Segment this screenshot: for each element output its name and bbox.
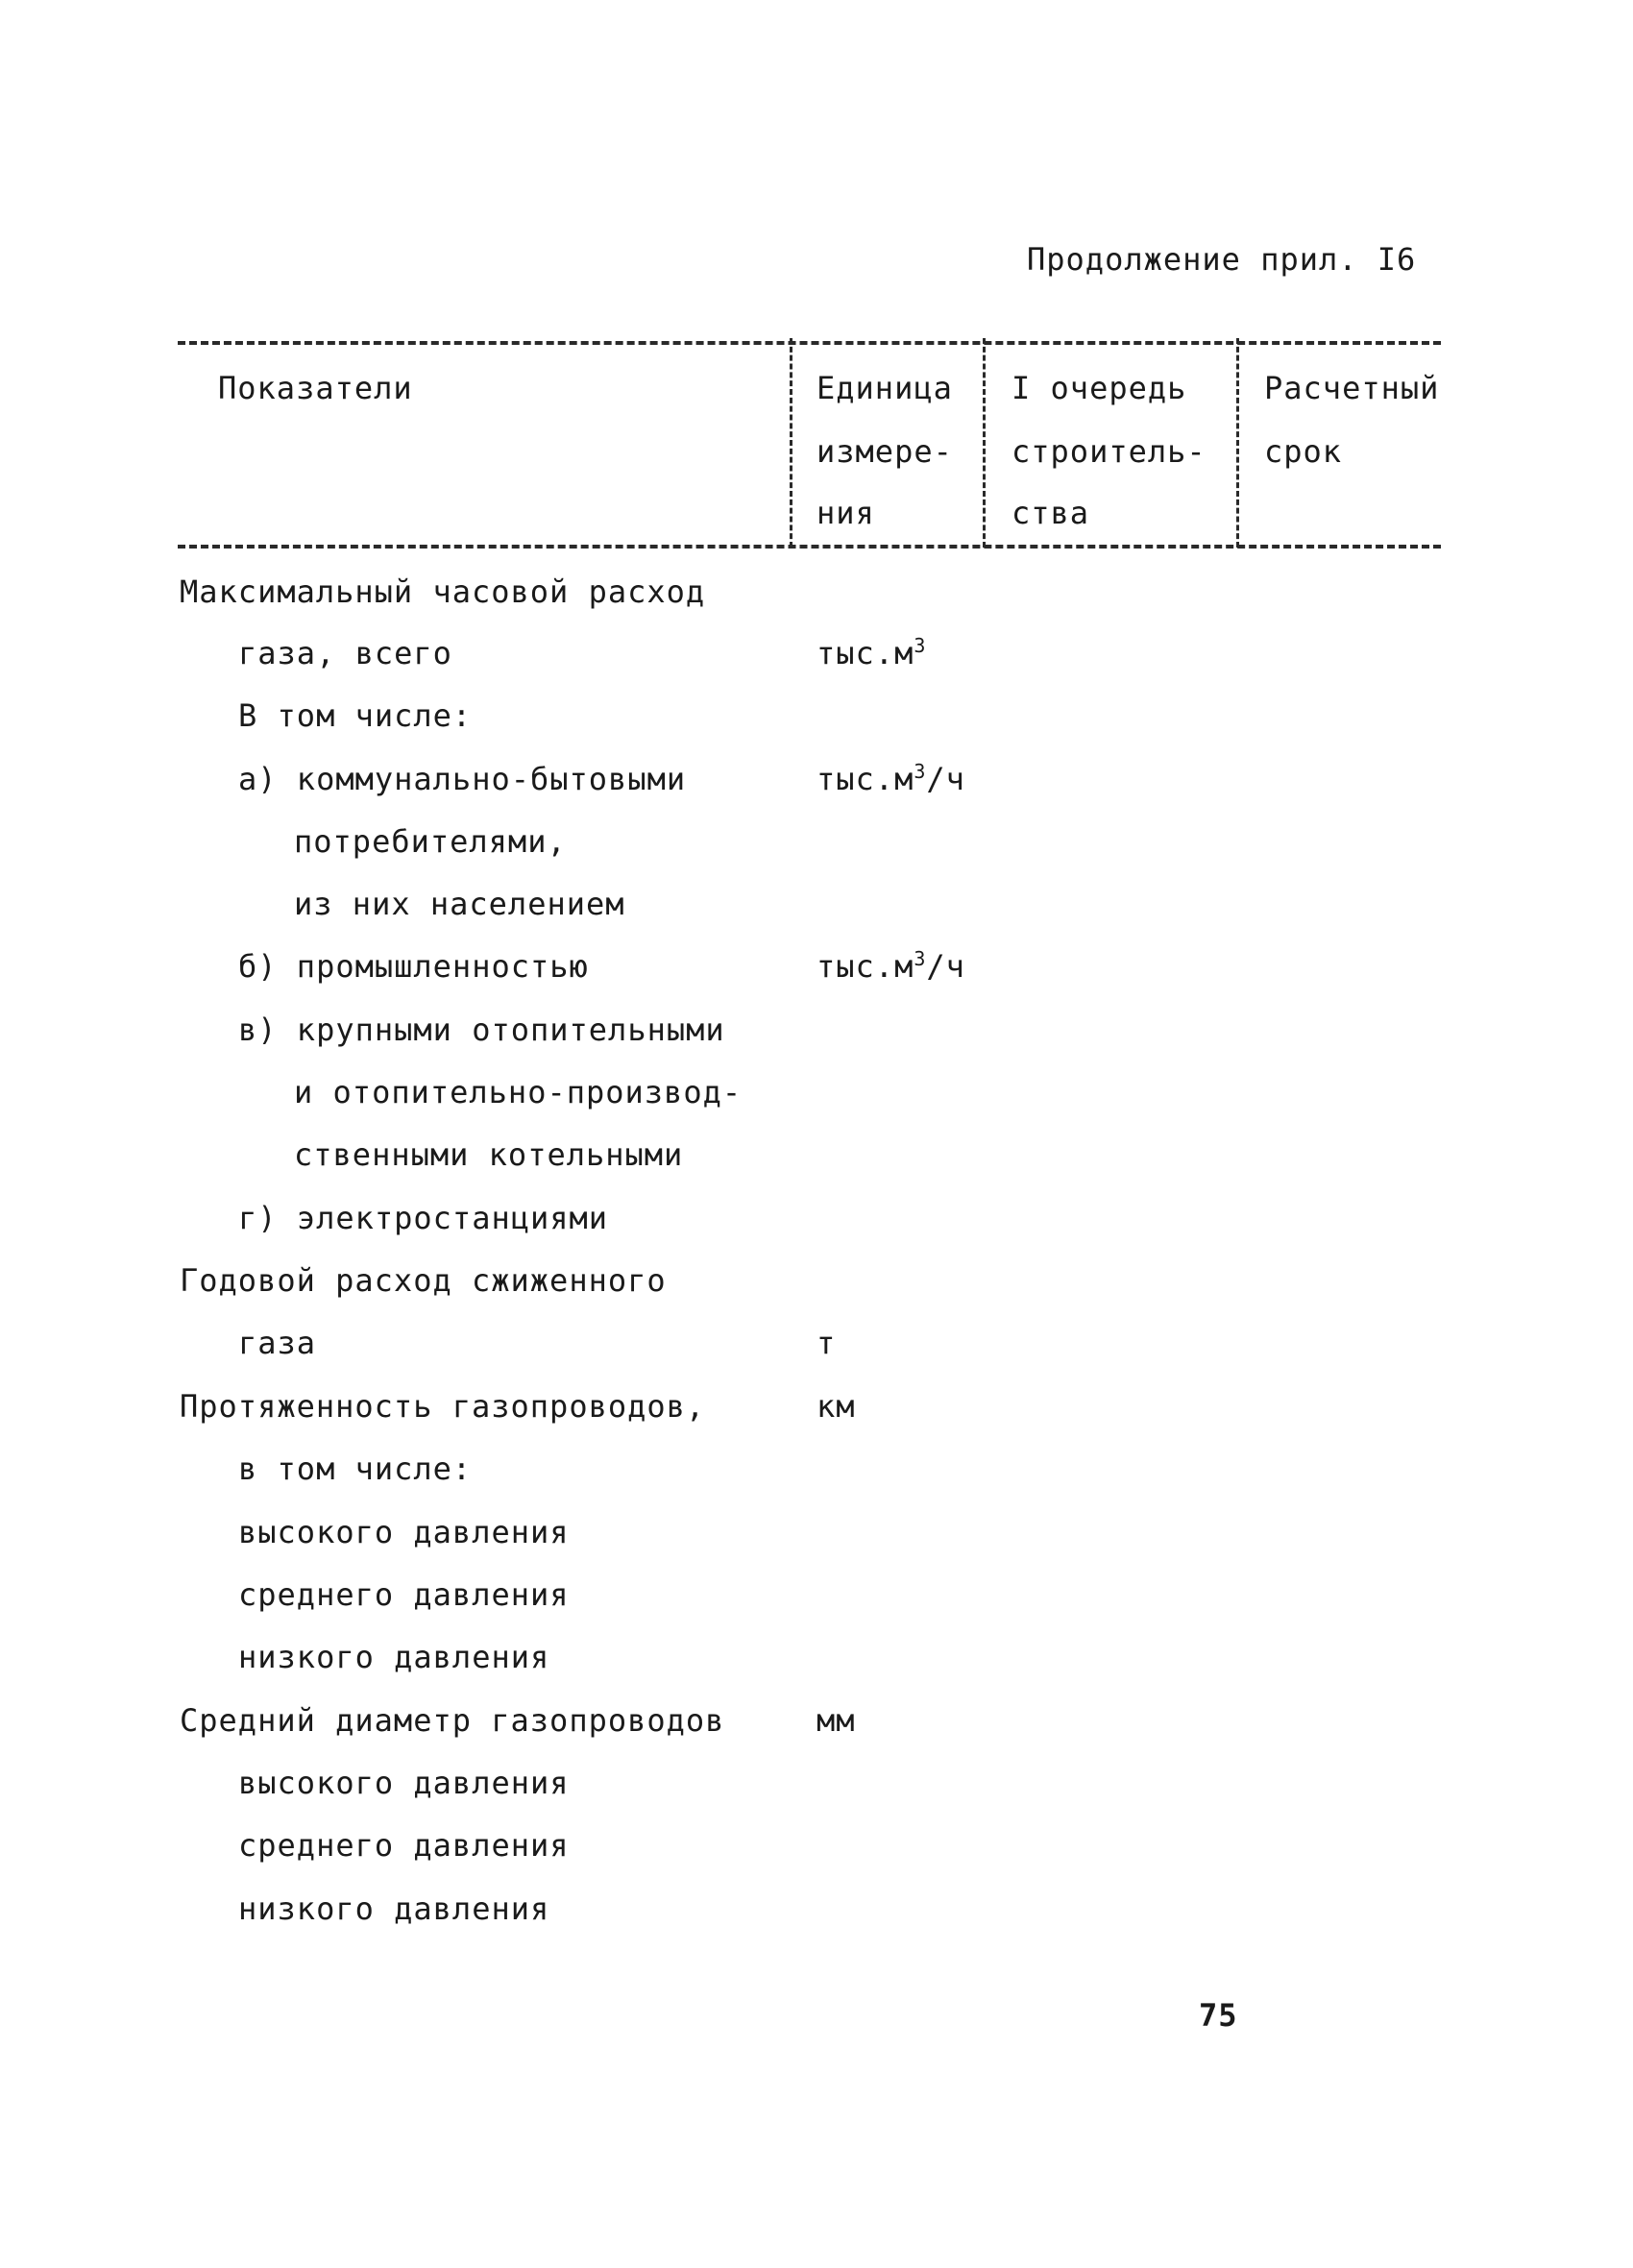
- header-estimated-line-1: Расчетный: [1264, 370, 1440, 406]
- row-label: низкого давления: [238, 1639, 550, 1675]
- row-label: низкого давления: [238, 1890, 550, 1927]
- row-label: Годовой расход сжиженного: [180, 1262, 667, 1299]
- header-indicators: Показатели: [218, 370, 413, 406]
- unit-suffix: /ч: [926, 761, 965, 797]
- row-unit: [816, 1324, 836, 1362]
- unit-superscript: 3: [914, 947, 927, 970]
- table-header-bottom-rule: [178, 545, 1441, 549]
- row-label: высокого давления: [238, 1514, 570, 1550]
- row-label: в) крупными отопительными: [238, 1012, 725, 1048]
- row-label: среднего давления: [238, 1827, 570, 1864]
- row-unit: [816, 947, 965, 986]
- row-unit: [816, 1701, 856, 1740]
- continuation-label: Продолжение прил. I6: [1027, 241, 1417, 278]
- header-unit-line-3: ния: [816, 495, 875, 531]
- row-label: из них населением: [294, 886, 625, 922]
- unit-base: мм: [816, 1702, 856, 1739]
- header-stage1-line-1: I очередь: [1011, 370, 1187, 406]
- row-label: Средний диаметр газопроводов: [180, 1702, 725, 1739]
- row-label: В том числе:: [238, 697, 473, 734]
- row-unit: [816, 760, 965, 798]
- row-label: потребителями,: [294, 823, 567, 860]
- row-label: а) коммунально-бытовыми: [238, 761, 687, 797]
- unit-suffix: /ч: [926, 948, 965, 985]
- unit-base: тыс.м: [816, 948, 914, 985]
- row-label: Протяженность газопроводов,: [180, 1388, 706, 1425]
- row-label: б) промышленностью: [238, 948, 589, 985]
- row-label: и отопительно-производ-: [294, 1074, 743, 1110]
- unit-base: тыс.м: [816, 635, 914, 671]
- row-label: г) электростанциями: [238, 1200, 609, 1236]
- row-label: газа: [238, 1325, 317, 1361]
- row-label: среднего давления: [238, 1576, 570, 1613]
- unit-base: тыс.м: [816, 761, 914, 797]
- unit-base: км: [816, 1388, 856, 1425]
- row-unit: [816, 1387, 856, 1426]
- row-unit: [816, 634, 926, 672]
- row-label: в том числе:: [238, 1451, 473, 1487]
- header-unit-line-2: измере-: [816, 433, 953, 470]
- row-label: газа, всего: [238, 635, 452, 671]
- table-top-rule: [178, 341, 1441, 345]
- unit-base: т: [816, 1325, 837, 1361]
- page-number: 75: [1199, 1997, 1238, 2034]
- header-estimated-line-2: срок: [1264, 433, 1343, 470]
- unit-superscript: 3: [914, 634, 927, 657]
- row-label: высокого давления: [238, 1765, 570, 1801]
- header-stage1-line-3: ства: [1011, 495, 1090, 531]
- header-unit-line-1: Единица: [816, 370, 953, 406]
- column-divider-1: [790, 338, 792, 548]
- row-label: ственными котельными: [294, 1136, 684, 1173]
- row-label: Максимальный часовой расход: [180, 573, 706, 610]
- unit-superscript: 3: [914, 760, 927, 783]
- header-stage1-line-2: строитель-: [1011, 433, 1206, 470]
- column-divider-3: [1236, 338, 1239, 548]
- column-divider-2: [983, 338, 986, 548]
